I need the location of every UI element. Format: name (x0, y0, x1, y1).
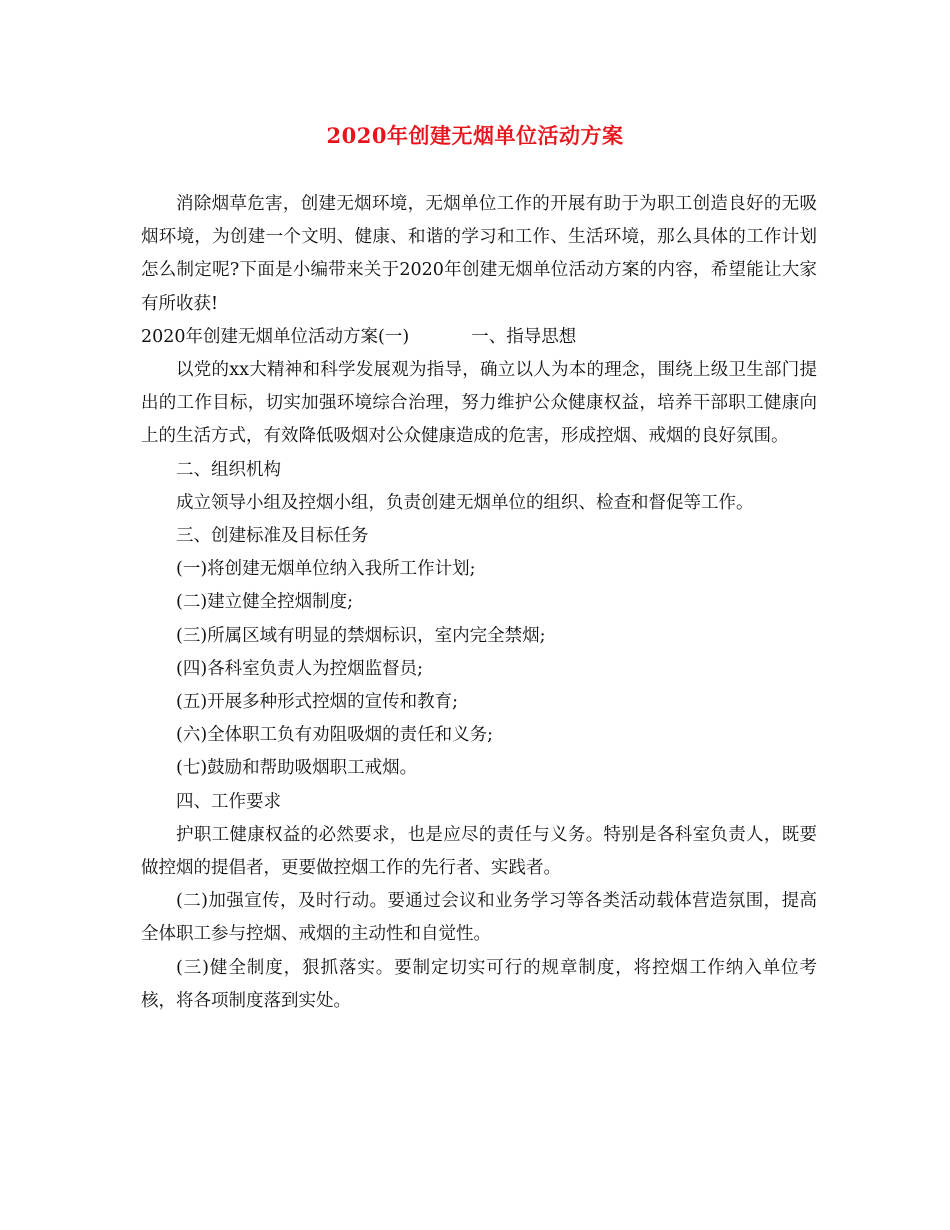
document-body (141, 188, 817, 1018)
section3-item: (一)将创建无烟单位纳入我所工作计划; (176, 559, 476, 580)
section2-heading: 二、组织机构 (176, 459, 281, 480)
section3-item: (七)鼓励和帮助吸烟职工戒烟。 (176, 758, 418, 779)
plan-heading: 2020年创建无烟单位活动方案(一) (141, 326, 410, 347)
section3-item: (五)开展多种形式控烟的宣传和教育; (176, 692, 459, 713)
section1-heading: 一、指导思想 (471, 326, 577, 347)
section4-heading: 四、工作要求 (176, 791, 281, 812)
section3-heading: 三、创建标准及目标任务 (176, 526, 369, 547)
section4-paragraph-2: (二)加强宣传，及时行动。要通过会议和业务学习等各类活动载体营造氛围，提高全体职工参与控烟、戒烟的主动性和自觉性。 (141, 891, 817, 945)
section3-item: (三)所属区域有明显的禁烟标识，室内完全禁烟; (176, 625, 546, 646)
document-title: 2020年创建无烟单位活动方案 (326, 123, 624, 148)
section2-paragraph: 成立领导小组及控烟小组，负责创建无烟单位的组织、检查和督促等工作。 (176, 492, 754, 513)
section3-item: (四)各科室负责人为控烟监督员; (176, 658, 424, 679)
section4-paragraph-3: (三)健全制度，狠抓落实。要制定切实可行的规章制度，将控烟工作纳入单位考核，将各项制度落到实处。 (141, 957, 817, 1011)
section3-item: (二)建立健全控烟制度; (176, 592, 354, 613)
section4-paragraph-1: 护职工健康权益的必然要求，也是应尽的责任与义务。特别是各科室负责人，既要做控烟的提倡者，更要做控烟工作的先行者、实践者。 (141, 824, 817, 879)
section1-paragraph: 以党的xx大精神和科学发展观为指导，确立以人为本的理念，围绕上级卫生部门提出的工作目标，切实加强环境综合治理，努力维护公众健康权益，培养干部职工健康向上的生活方式，有效降低吸烟对公众健康造成的危害，形成控烟、戒烟的良好氛围。 (141, 360, 817, 447)
intro-paragraph: 消除烟草危害，创建无烟环境，无烟单位工作的开展有助于为职工创造良好的无吸烟环境，为创建一个文明、健康、和谐的学习和工作、生活环境，那么具体的工作计划怎么制定呢?下面是小编带来关于2020年创建无烟单位活动方案的内容，希望能让大家有所收获! (141, 194, 817, 314)
plan-heading-line (141, 321, 817, 354)
section3-item: (六)全体职工负有劝阻吸烟的责任和义务; (176, 725, 494, 746)
